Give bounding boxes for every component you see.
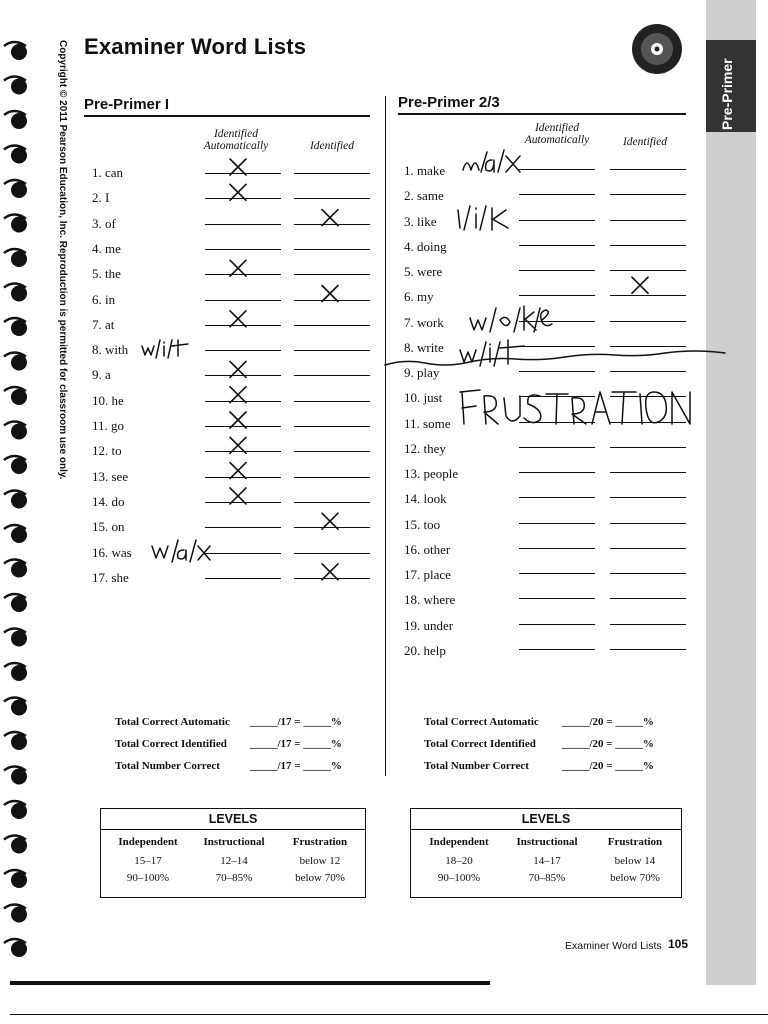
right-levels-header-instructional: Instructional <box>516 836 578 848</box>
left-word-16: 16. was <box>92 544 132 560</box>
right-levels-header-independent: Independent <box>429 836 489 848</box>
left-word-15: 15. on <box>92 519 125 535</box>
left-automatic-check-1 <box>230 159 246 175</box>
right-total-identified-value[interactable]: _____/20 = _____% <box>562 738 654 750</box>
right-word-19: 19. under <box>404 617 454 633</box>
right-total-number-value[interactable]: _____/20 = _____% <box>562 760 654 772</box>
left-word-8: 8. with <box>92 342 129 358</box>
right-word-18: 18. where <box>404 592 456 608</box>
left-word-5: 5. the <box>92 266 121 282</box>
left-levels-range-independent: 15–17 <box>134 855 162 867</box>
left-levels-header-instructional: Instructional <box>203 836 265 848</box>
left-levels-range-frustration: below 12 <box>299 855 341 867</box>
right-levels-range-instructional: 14–17 <box>533 855 561 867</box>
right-levels-percent-independent: 90–100% <box>437 872 481 884</box>
left-automatic-check-5 <box>230 260 246 276</box>
right-word-9: 9. play <box>404 365 440 380</box>
left-levels-header-frustration: Frustration <box>292 836 348 848</box>
footer-page-number: 105 <box>668 937 689 951</box>
right-word-16: 16. other <box>404 541 451 557</box>
right-header-automatic: Identified Automatically <box>524 122 590 146</box>
right-word-5: 5. were <box>404 264 443 279</box>
right-total-automatic-label: Total Correct Automatic <box>424 716 539 728</box>
right-word-3: 3. like <box>404 213 437 229</box>
left-word-12: 12. to <box>92 443 122 459</box>
left-automatic-check-10 <box>230 387 246 403</box>
left-automatic-check-12 <box>230 437 246 453</box>
copyright-notice: Copyright © 2011 Pearson Education, Inc. Reproduction is permitted for classroom use only. <box>57 40 68 480</box>
left-levels-percent-instructional: 70–85% <box>215 872 253 884</box>
left-total-number-value[interactable]: _____/17 = _____% <box>250 760 342 772</box>
left-total-automatic-value[interactable]: _____/17 = _____% <box>250 716 342 728</box>
right-word-14: 14. look <box>404 491 447 507</box>
right-word-10: 10. just <box>404 390 443 406</box>
left-section-heading: Pre-Primer I <box>84 96 170 113</box>
left-automatic-check-14 <box>230 488 246 504</box>
right-word-1: 1. make <box>404 163 446 178</box>
left-levels-percent-independent: 90–100% <box>126 872 170 884</box>
right-word-17: 17. place <box>404 567 451 582</box>
note-frustration <box>460 390 690 424</box>
left-identified-check-3 <box>322 210 338 226</box>
left-automatic-check-13 <box>230 463 246 479</box>
right-word-2: 2. same <box>404 188 444 204</box>
wavy-line <box>385 351 725 365</box>
right-levels-range-frustration: below 14 <box>614 855 656 867</box>
side-tab-label: Pre-Primer <box>719 58 735 130</box>
left-word-9: 9. a <box>92 367 111 383</box>
left-total-automatic-label: Total Correct Automatic <box>115 716 230 728</box>
note-woke <box>470 306 552 332</box>
right-levels-range-independent: 18–20 <box>445 855 473 867</box>
right-header-identified: Identified <box>622 136 668 148</box>
note-lik <box>458 206 508 230</box>
left-word-3: 3. of <box>92 215 116 231</box>
left-word-13: 13. see <box>92 468 129 484</box>
left-automatic-check-2 <box>230 184 246 200</box>
left-total-identified-value[interactable]: _____/17 = _____% <box>250 738 342 750</box>
right-identified-check-6 <box>632 277 648 293</box>
right-word-8: 8. write <box>404 339 444 355</box>
left-header-automatic: Identified Automatically <box>203 128 269 152</box>
left-identified-check-17 <box>322 564 338 580</box>
left-word-1: 1. can <box>92 165 124 180</box>
left-word-17: 17. she <box>92 569 129 585</box>
right-word-11: 11. some <box>404 415 451 431</box>
right-total-number-label: Total Number Correct <box>424 760 529 772</box>
right-word-4: 4. doing <box>404 238 447 254</box>
left-automatic-check-11 <box>230 412 246 428</box>
right-levels-percent-frustration: below 70% <box>610 872 660 884</box>
left-word-7: 7. at <box>92 316 115 332</box>
right-levels-percent-instructional: 70–85% <box>528 872 566 884</box>
page-title: Examiner Word Lists <box>84 34 307 59</box>
footer-title: Examiner Word Lists <box>565 940 662 952</box>
right-word-13: 13. people <box>404 466 459 481</box>
right-total-automatic-value[interactable]: _____/20 = _____% <box>562 716 654 728</box>
right-word-15: 15. too <box>404 516 441 532</box>
note-max <box>463 150 520 172</box>
left-levels-header-independent: Independent <box>118 836 178 848</box>
left-word-11: 11. go <box>92 418 125 433</box>
right-word-20: 20. help <box>404 642 446 658</box>
note-wax <box>152 540 210 562</box>
left-word-4: 4. me <box>92 240 121 256</box>
left-word-14: 14. do <box>92 493 125 509</box>
left-identified-check-15 <box>322 513 338 529</box>
right-levels-title: LEVELS <box>411 809 681 830</box>
left-automatic-check-9 <box>230 361 246 377</box>
left-identified-check-6 <box>322 286 338 302</box>
left-automatic-check-7 <box>230 311 246 327</box>
note-wit-left <box>142 340 188 358</box>
left-word-6: 6. in <box>92 291 116 307</box>
right-total-identified-label: Total Correct Identified <box>424 738 536 750</box>
right-levels-header-frustration: Frustration <box>607 836 663 848</box>
right-word-12: 12. they <box>404 440 446 456</box>
left-total-number-label: Total Number Correct <box>115 760 220 772</box>
left-word-2: 2. I <box>92 190 110 206</box>
left-levels-percent-frustration: below 70% <box>295 872 345 884</box>
left-levels-title: LEVELS <box>101 809 365 830</box>
left-total-identified-label: Total Correct Identified <box>115 738 227 750</box>
right-word-6: 6. my <box>404 289 434 305</box>
left-header-identified: Identified <box>309 140 355 152</box>
left-levels-range-instructional: 12–14 <box>220 855 248 867</box>
left-word-10: 10. he <box>92 392 124 408</box>
right-section-heading: Pre-Primer 2/3 <box>398 94 500 111</box>
right-word-7: 7. work <box>404 314 444 330</box>
